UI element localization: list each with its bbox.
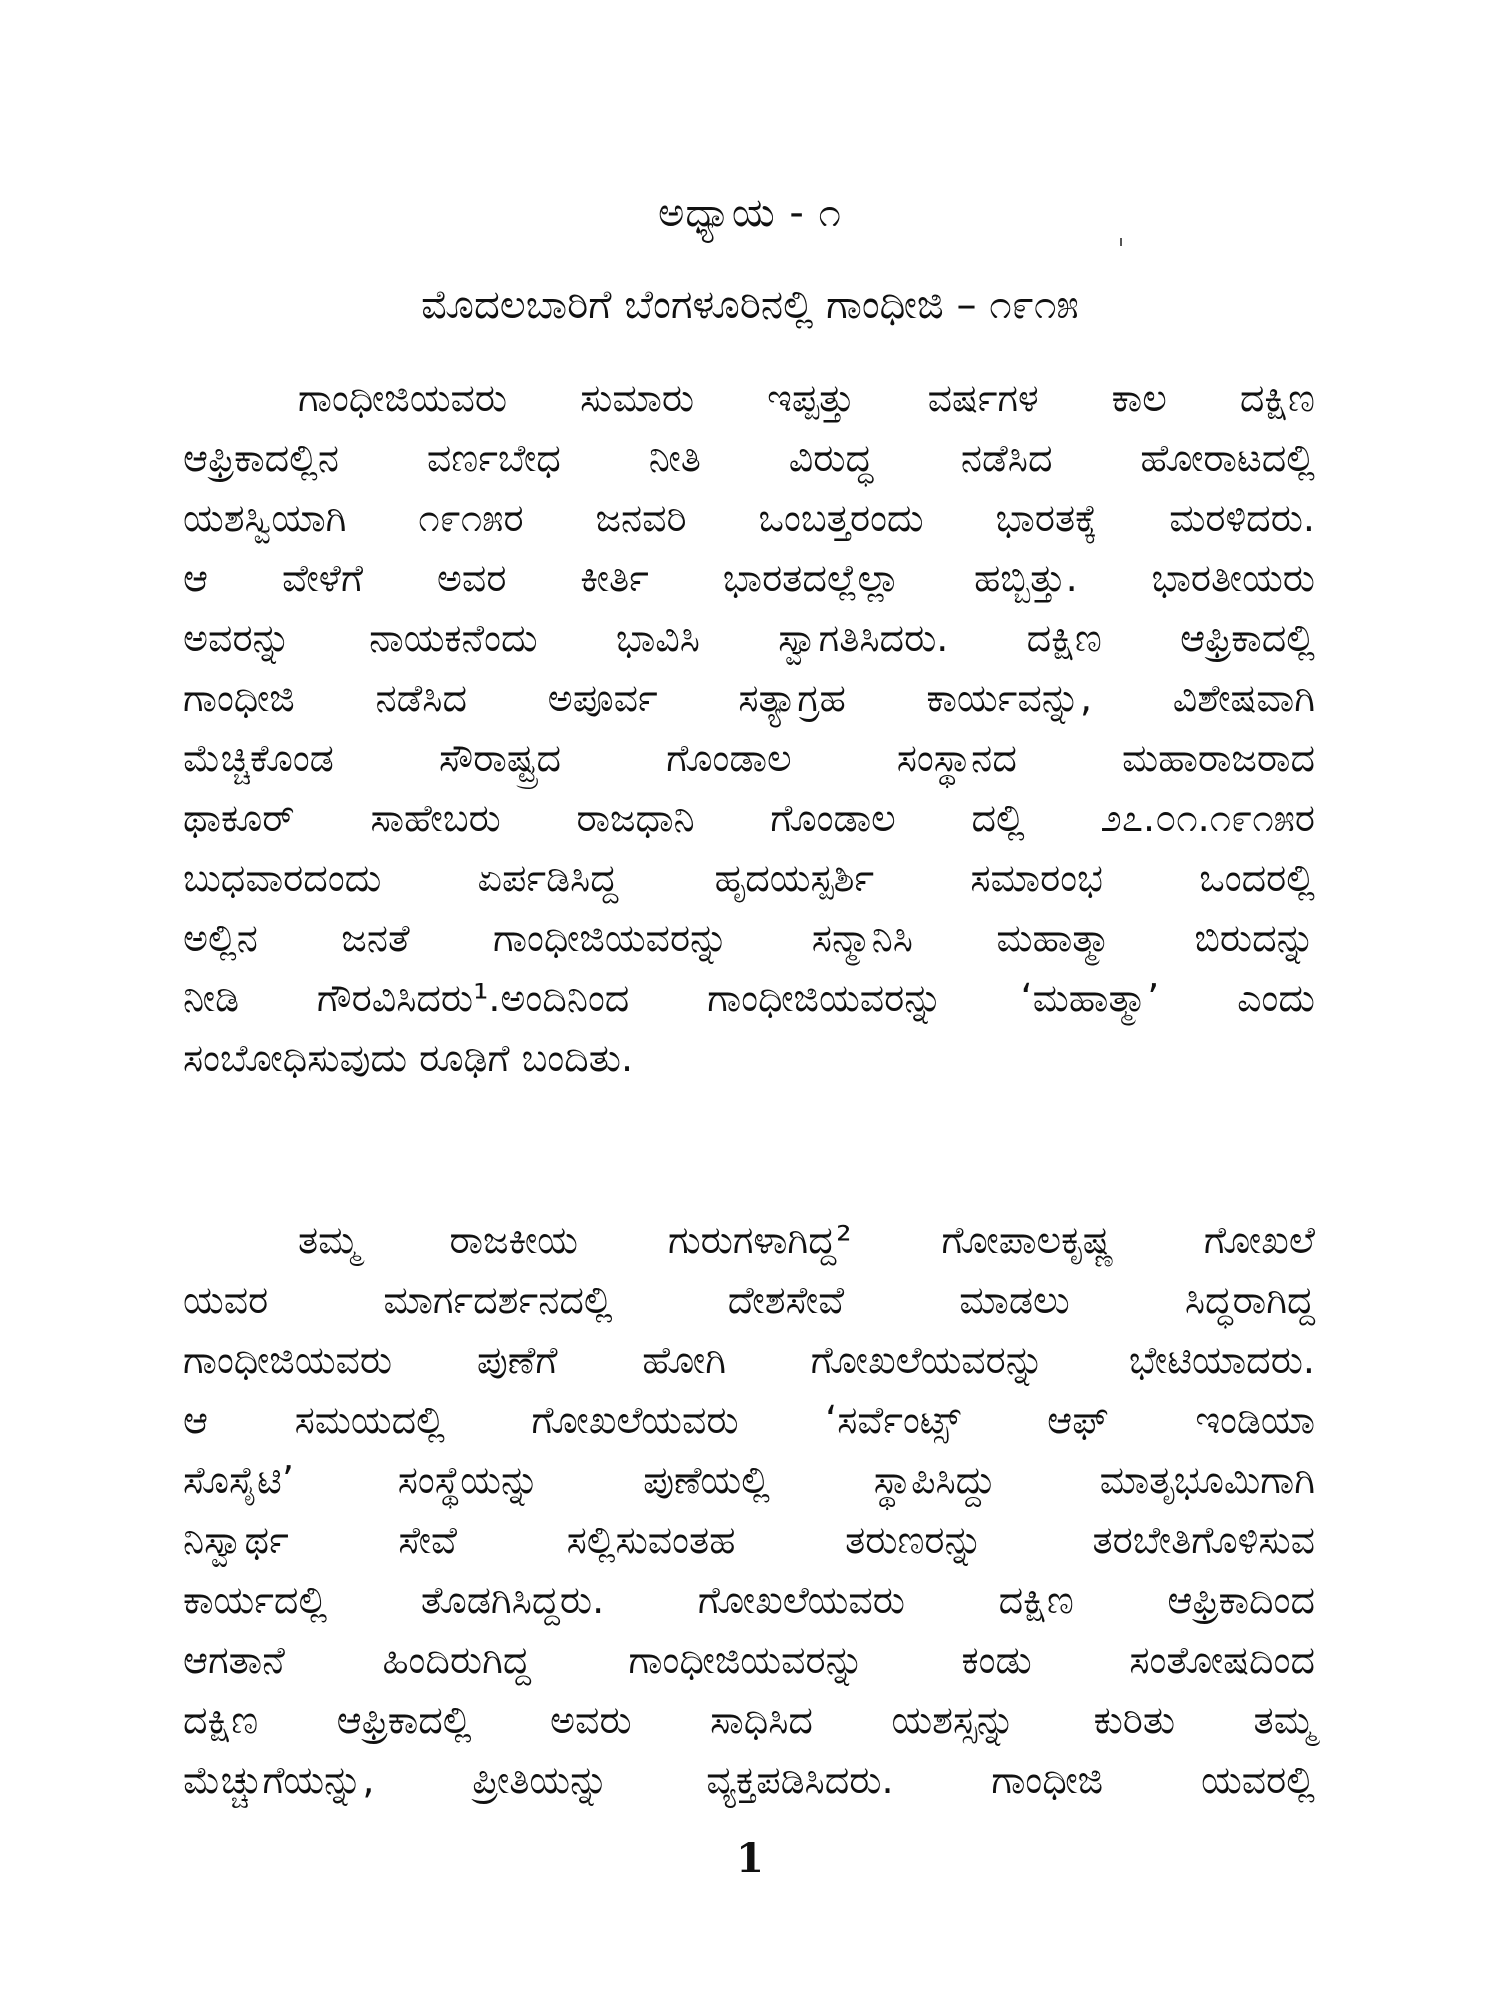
text-line: ಆಗತಾನೆ ಹಿಂದಿರುಗಿದ್ದ ಗಾಂಧೀಜಿಯವರನ್ನು ಕಂಡು ಸಂತೋಷದಿಂದ xyxy=(183,1638,1315,1682)
text-line: ದಕ್ಷಿಣ ಆಫ್ರಿಕಾದಲ್ಲಿ ಅವರು ಸಾಧಿಸಿದ ಯಶಸ್ಸನ್ನು ಕುರಿತು ತಮ್ಮ xyxy=(183,1698,1315,1742)
text-line: ಯವರ ಮಾರ್ಗದರ್ಶನದಲ್ಲಿ ದೇಶಸೇವೆ ಮಾಡಲು ಸಿದ್ಧರಾಗಿದ್ದ xyxy=(183,1278,1315,1322)
text-line: ಗಾಂಧೀಜಿ ನಡೆಸಿದ ಅಪೂರ್ವ ಸತ್ಯಾಗ್ರಹ ಕಾರ್ಯವನ್ನು, ವಿಶೇಷವಾಗಿ xyxy=(183,676,1315,720)
paragraph-1 xyxy=(183,368,1315,1088)
text-line: ತಮ್ಮ ರಾಜಕೀಯ ಗುರುಗಳಾಗಿದ್ದ² ಗೋಪಾಲಕೃಷ್ಣ ಗೋಖಲೆ xyxy=(298,1218,1315,1262)
text-line: ಅಲ್ಲಿನ ಜನತೆ ಗಾಂಧೀಜಿಯವರನ್ನು ಸನ್ಮಾನಿಸಿ ಮಹಾತ್ಮಾ ಬಿರುದನ್ನು xyxy=(183,916,1315,960)
chapter-title: ಮೊದಲಬಾರಿಗೆ ಬೆಂಗಳೂರಿನಲ್ಲಿ ಗಾಂಧೀಜಿ – ೧೯೧೫ xyxy=(421,282,1079,328)
text-line: ಗಾಂಧೀಜಿಯವರು ಪುಣೆಗೆ ಹೋಗಿ ಗೋಖಲೆಯವರನ್ನು ಭೇಟಿಯಾದರು. xyxy=(183,1338,1315,1382)
text-line: ಮೆಚ್ಚಿಕೊಂಡ ಸೌರಾಷ್ಟ್ರದ ಗೊಂಡಾಲ ಸಂಸ್ಥಾನದ ಮಹಾರಾಜರಾದ xyxy=(183,736,1315,780)
text-line: ಅವರನ್ನು ನಾಯಕನೆಂದು ಭಾವಿಸಿ ಸ್ವಾಗತಿಸಿದರು. ದಕ್ಷಿಣ ಆಫ್ರಿಕಾದಲ್ಲಿ xyxy=(183,616,1315,660)
text-line: ಬುಧವಾರದಂದು ಏರ್ಪಡಿಸಿದ್ದ ಹೃದಯಸ್ಪರ್ಶಿ ಸಮಾರಂಭ ಒಂದರಲ್ಲಿ xyxy=(183,856,1315,900)
text-line: ಆ ಸಮಯದಲ್ಲಿ ಗೋಖಲೆಯವರು ‘ಸರ್ವೆಂಟ್ಸ್ ಆಫ್ ಇಂಡಿಯಾ xyxy=(183,1398,1315,1442)
text-line: ಸೊಸೈಟಿ’ ಸಂಸ್ಥೆಯನ್ನು ಪುಣೆಯಲ್ಲಿ ಸ್ಥಾಪಿಸಿದ್ದು ಮಾತೃಭೂಮಿಗಾಗಿ xyxy=(183,1458,1315,1502)
text-line: ಥಾಕೂರ್ ಸಾಹೇಬರು ರಾಜಧಾನಿ ಗೊಂಡಾಲ ದಲ್ಲಿ ೨೭.೦೧.೧೯೧೫ರ xyxy=(183,796,1315,840)
text-line: ಗಾಂಧೀಜಿಯವರು ಸುಮಾರು ಇಪ್ಪತ್ತು ವರ್ಷಗಳ ಕಾಲ ದಕ್ಷಿಣ xyxy=(298,376,1315,420)
scan-speck xyxy=(1120,238,1122,246)
text-line: ನಿಸ್ವಾರ್ಥ ಸೇವೆ ಸಲ್ಲಿಸುವಂತಹ ತರುಣರನ್ನು ತರಬೇತಿಗೊಳಿಸುವ xyxy=(183,1518,1315,1562)
paragraph-2 xyxy=(183,1210,1315,1810)
text-line: ಯಶಸ್ವಿಯಾಗಿ ೧೯೧೫ರ ಜನವರಿ ಒಂಬತ್ತರಂದು ಭಾರತಕ್ಕೆ ಮರಳಿದರು. xyxy=(183,496,1315,540)
text-line: ಕಾರ್ಯದಲ್ಲಿ ತೊಡಗಿಸಿದ್ದರು. ಗೋಖಲೆಯವರು ದಕ್ಷಿಣ ಆಫ್ರಿಕಾದಿಂದ xyxy=(183,1578,1315,1622)
text-line: ಆಫ್ರಿಕಾದಲ್ಲಿನ ವರ್ಣಬೇಧ ನೀತಿ ವಿರುದ್ಧ ನಡೆಸಿದ ಹೋರಾಟದಲ್ಲಿ xyxy=(183,436,1315,480)
text-line: ಮೆಚ್ಚುಗೆಯನ್ನು, ಪ್ರೀತಿಯನ್ನು ವ್ಯಕ್ತಪಡಿಸಿದರು. ಗಾಂಧೀಜಿ ಯವರಲ್ಲಿ xyxy=(183,1758,1315,1802)
page-number: 1 xyxy=(736,1835,764,1882)
text-line: ನೀಡಿ ಗೌರವಿಸಿದರು¹.ಅಂದಿನಿಂದ ಗಾಂಧೀಜಿಯವರನ್ನು ‘ಮಹಾತ್ಮಾ’ ಎಂದು xyxy=(183,976,1315,1020)
text-line: ಆ ವೇಳೆಗೆ ಅವರ ಕೀರ್ತಿ ಭಾರತದಲ್ಲೆಲ್ಲಾ ಹಬ್ಬಿತ್ತು. ಭಾರತೀಯರು xyxy=(183,556,1315,600)
text-line: ಸಂಬೋಧಿಸುವುದು ರೂಢಿಗೆ ಬಂದಿತು. xyxy=(183,1036,634,1080)
chapter-label: ಅಧ್ಯಾಯ - ೧ xyxy=(658,190,842,236)
